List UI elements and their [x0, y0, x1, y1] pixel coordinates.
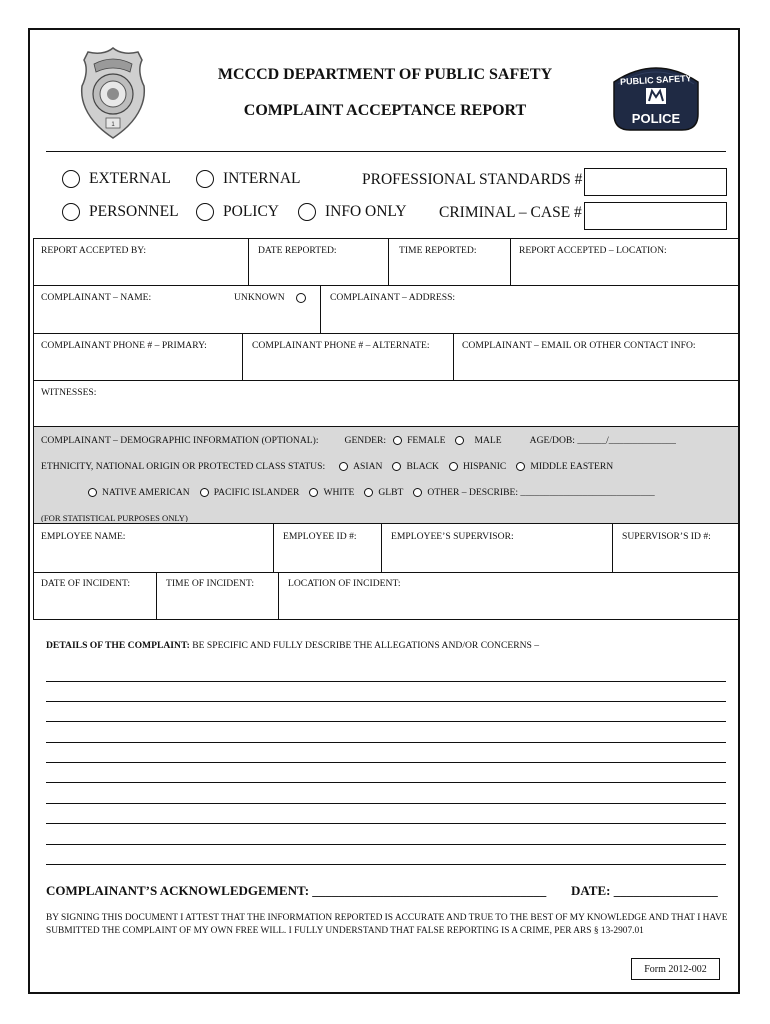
age-dob-field[interactable]: AGE/DOB: ______/______________ [529, 435, 676, 446]
asian-option[interactable] [339, 461, 382, 472]
date-of-incident-label: DATE OF INCIDENT: [41, 578, 131, 589]
info-only-label: INFO ONLY [325, 203, 407, 220]
date-reported-label: DATE REPORTED: [258, 245, 337, 256]
acknowledgement-date-field[interactable]: DATE: ________________ [571, 883, 718, 898]
time-of-incident-label: TIME OF INCIDENT: [166, 578, 254, 589]
details-line[interactable] [46, 864, 726, 865]
glbt-option[interactable] [364, 487, 403, 498]
asian-radio[interactable] [339, 462, 348, 471]
details-line[interactable] [46, 844, 726, 845]
pacific-islander-option[interactable] [200, 487, 300, 498]
attestation-statement: BY SIGNING THIS DOCUMENT I ATTEST THAT THE INFORMATION REPORTED IS ACCURATE AND TRUE TO THE BEST OF MY KNOWLEDGE AND THAT I HAVE SUBMITTED THE COMPLAINT OF MY OWN FREE WILL. I FULLY UNDERSTAND THAT FALSE REPORTING IS A CRIME, PER ARS § 13-2907.01 [46, 913, 728, 936]
form-number: Form 2012-002 [631, 958, 720, 980]
middle-eastern-option[interactable] [516, 461, 613, 472]
info-only-option[interactable] [298, 203, 407, 221]
professional-standards-field[interactable] [584, 168, 727, 196]
female-option[interactable] [393, 435, 445, 446]
details-line[interactable] [46, 782, 726, 783]
grid-divider [320, 285, 321, 333]
employee-id-label: EMPLOYEE ID #: [283, 531, 357, 542]
policy-label: POLICY [223, 203, 279, 220]
grid-divider [381, 523, 382, 572]
details-line[interactable] [46, 803, 726, 804]
details-line[interactable] [46, 742, 726, 743]
external-label: EXTERNAL [89, 170, 171, 187]
external-radio[interactable] [62, 170, 80, 188]
details-line[interactable] [46, 681, 726, 682]
grid-divider [278, 572, 279, 620]
details-line[interactable] [46, 701, 726, 702]
complainant-address-label: COMPLAINANT – ADDRESS: [330, 292, 456, 303]
phone-alternate-label: COMPLAINANT PHONE # – ALTERNATE: [252, 340, 430, 351]
middle-eastern-label: MIDDLE EASTERN [530, 461, 614, 472]
internal-label: INTERNAL [223, 170, 301, 187]
black-radio[interactable] [392, 462, 401, 471]
grid-divider [156, 572, 157, 620]
header-divider [46, 151, 726, 152]
black-label: BLACK [406, 461, 439, 472]
white-label: WHITE [323, 487, 355, 498]
grid-divider [612, 523, 613, 572]
patch-top-text: PUBLIC SAFETY [619, 73, 692, 87]
female-label: FEMALE [407, 435, 446, 446]
native-american-option[interactable] [88, 487, 190, 498]
policy-option[interactable] [196, 203, 279, 221]
demographics-row-3 [88, 487, 665, 498]
glbt-radio[interactable] [364, 488, 373, 497]
employee-name-label: EMPLOYEE NAME: [41, 531, 126, 542]
details-line[interactable] [46, 823, 726, 824]
glbt-label: GLBT [378, 487, 404, 498]
time-reported-label: TIME REPORTED: [399, 245, 477, 256]
asian-label: ASIAN [353, 461, 383, 472]
complainant-name-label: COMPLAINANT – NAME: [41, 292, 152, 303]
criminal-case-label: CRIMINAL – CASE # [439, 204, 582, 221]
internal-radio[interactable] [196, 170, 214, 188]
grid-divider [33, 572, 739, 573]
phone-primary-label: COMPLAINANT PHONE # – PRIMARY: [41, 340, 207, 351]
witnesses-label: WITNESSES: [41, 387, 97, 398]
unknown-label: UNKNOWN [234, 292, 285, 303]
pacific-islander-radio[interactable] [200, 488, 209, 497]
professional-standards-label: PROFESSIONAL STANDARDS # [362, 171, 583, 188]
acknowledgement-signature-field[interactable]: COMPLAINANT’S ACKNOWLEDGEMENT: ____________________________________ [46, 883, 547, 898]
grid-divider [453, 333, 454, 380]
native-american-label: NATIVE AMERICAN [102, 487, 190, 498]
grid-divider [33, 523, 739, 524]
grid-divider [273, 523, 274, 572]
info-only-radio[interactable] [298, 203, 316, 221]
personnel-option[interactable] [62, 203, 179, 221]
pacific-islander-label: PACIFIC ISLANDER [213, 487, 300, 498]
details-label-bold: DETAILS OF THE COMPLAINT: [46, 640, 190, 651]
demographics-row-2 [41, 461, 623, 472]
supervisor-id-label: SUPERVISOR’S ID #: [622, 531, 711, 542]
public-safety-patch-logo [606, 60, 706, 134]
details-line[interactable] [46, 762, 726, 763]
demographics-label: COMPLAINANT – DEMOGRAPHIC INFORMATION (OPTIONAL): [41, 435, 319, 446]
personnel-radio[interactable] [62, 203, 80, 221]
report-title: COMPLAINT ACCEPTANCE REPORT [243, 102, 527, 119]
white-radio[interactable] [309, 488, 318, 497]
other-describe-option[interactable] [413, 487, 654, 498]
unknown-radio[interactable] [296, 293, 306, 303]
grid-divider [510, 238, 511, 285]
demographics-row-1 [41, 435, 676, 446]
female-radio[interactable] [393, 436, 402, 445]
hispanic-option[interactable] [449, 461, 506, 472]
unknown-option[interactable] [234, 292, 311, 303]
hispanic-label: HISPANIC [462, 461, 507, 472]
details-heading [46, 640, 539, 651]
ethnicity-label: ETHNICITY, NATIONAL ORIGIN OR PROTECTED CLASS STATUS: [41, 461, 326, 472]
policy-radio[interactable] [196, 203, 214, 221]
grid-divider [242, 333, 243, 380]
grid-divider [33, 285, 739, 286]
white-option[interactable] [309, 487, 354, 498]
grid-divider [388, 238, 389, 285]
male-option[interactable] [455, 435, 501, 446]
statistical-note: (FOR STATISTICAL PURPOSES ONLY) [41, 513, 188, 522]
criminal-case-field[interactable] [584, 202, 727, 230]
grid-divider [33, 380, 739, 381]
details-line[interactable] [46, 721, 726, 722]
report-accepted-by-label: REPORT ACCEPTED BY: [41, 245, 146, 256]
external-option[interactable] [62, 170, 171, 188]
patch-bottom-text: POLICE [631, 111, 681, 126]
police-badge-logo [78, 46, 148, 140]
black-option[interactable] [392, 461, 439, 472]
employee-supervisor-label: EMPLOYEE’S SUPERVISOR: [391, 531, 514, 542]
svg-text:1: 1 [111, 122, 115, 128]
internal-option[interactable] [196, 170, 301, 188]
location-of-incident-label: LOCATION OF INCIDENT: [288, 578, 401, 589]
grid-divider [33, 333, 739, 334]
grid-divider [248, 238, 249, 285]
details-label-rest: BE SPECIFIC AND FULLY DESCRIBE THE ALLEGATIONS AND/OR CONCERNS – [189, 640, 540, 651]
other-describe-label: OTHER – DESCRIBE: ____________________________ [427, 487, 655, 498]
hispanic-radio[interactable] [449, 462, 458, 471]
middle-eastern-radio[interactable] [516, 462, 525, 471]
agency-title: MCCCD DEPARTMENT OF PUBLIC SAFETY [217, 66, 553, 83]
other-radio[interactable] [413, 488, 422, 497]
email-other-label: COMPLAINANT – EMAIL OR OTHER CONTACT INFO: [462, 340, 696, 351]
gender-label: GENDER: [344, 435, 387, 446]
native-american-radio[interactable] [88, 488, 97, 497]
male-label: MALE [474, 435, 502, 446]
male-radio[interactable] [455, 436, 464, 445]
report-accepted-location-label: REPORT ACCEPTED – LOCATION: [519, 245, 667, 256]
personnel-label: PERSONNEL [89, 203, 179, 220]
